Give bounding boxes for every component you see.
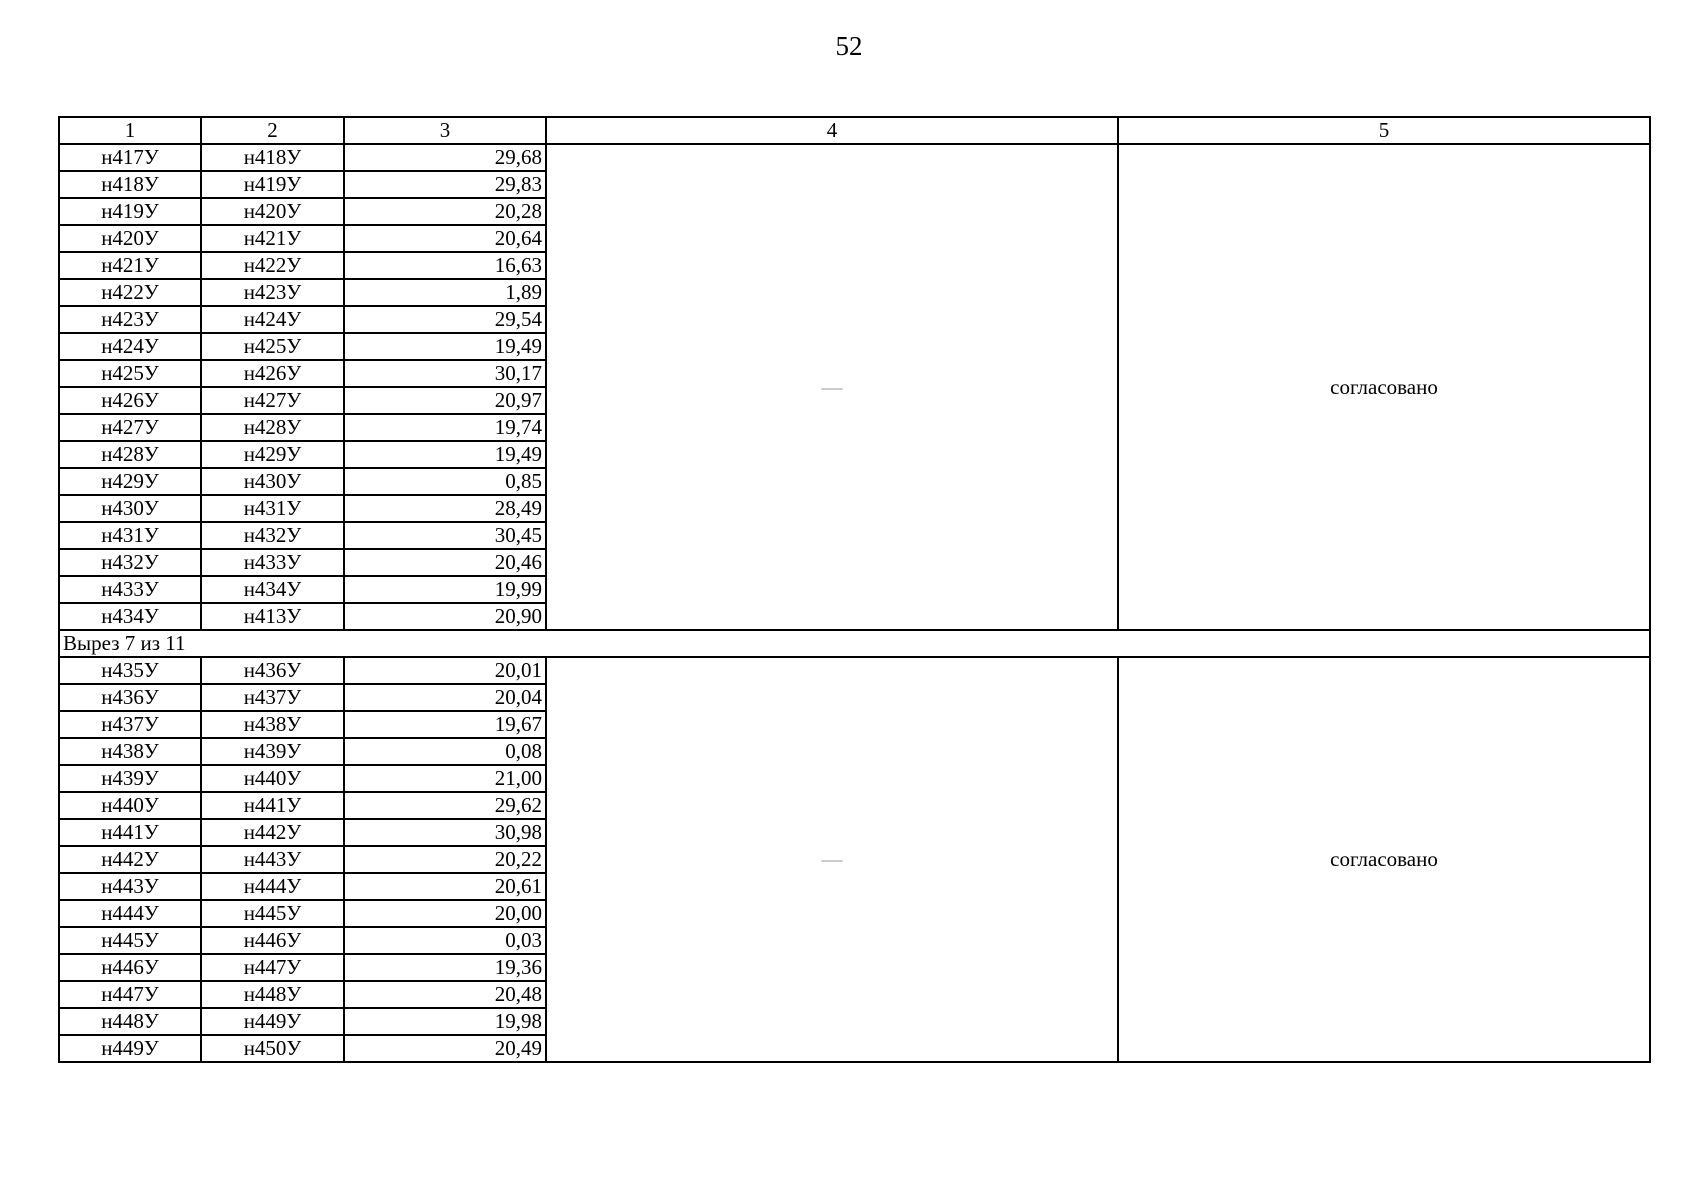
point-to-cell: н449У bbox=[201, 1008, 344, 1035]
point-from-cell: н446У bbox=[59, 954, 201, 981]
page-number: 52 bbox=[835, 31, 863, 61]
point-from-cell: н445У bbox=[59, 927, 201, 954]
point-from-cell: н432У bbox=[59, 549, 201, 576]
point-from-cell: н431У bbox=[59, 522, 201, 549]
point-to-cell: н431У bbox=[201, 495, 344, 522]
point-to-cell: н426У bbox=[201, 360, 344, 387]
distance-cell: 20,46 bbox=[344, 549, 546, 576]
point-from-cell: н417У bbox=[59, 144, 201, 171]
distance-cell: 19,99 bbox=[344, 576, 546, 603]
distance-cell: 29,68 bbox=[344, 144, 546, 171]
distance-cell: 20,22 bbox=[344, 846, 546, 873]
distance-cell: 20,01 bbox=[344, 657, 546, 684]
point-to-cell: н428У bbox=[201, 414, 344, 441]
point-to-cell: н427У bbox=[201, 387, 344, 414]
point-from-cell: н422У bbox=[59, 279, 201, 306]
column-4-merged-cell bbox=[546, 657, 1118, 1062]
point-from-cell: н436У bbox=[59, 684, 201, 711]
point-from-cell: н441У bbox=[59, 819, 201, 846]
header-cell: 3 bbox=[344, 117, 546, 144]
distance-cell: 29,54 bbox=[344, 306, 546, 333]
point-to-cell: н430У bbox=[201, 468, 344, 495]
point-from-cell: н429У bbox=[59, 468, 201, 495]
point-to-cell: н418У bbox=[201, 144, 344, 171]
distance-cell: 20,90 bbox=[344, 603, 546, 630]
distance-cell: 20,61 bbox=[344, 873, 546, 900]
header-row bbox=[59, 117, 1650, 144]
point-to-cell: н424У bbox=[201, 306, 344, 333]
table-row bbox=[59, 657, 1650, 684]
point-from-cell: н423У bbox=[59, 306, 201, 333]
point-from-cell: н425У bbox=[59, 360, 201, 387]
point-from-cell: н440У bbox=[59, 792, 201, 819]
point-from-cell: н447У bbox=[59, 981, 201, 1008]
point-to-cell: н440У bbox=[201, 765, 344, 792]
distance-cell: 29,62 bbox=[344, 792, 546, 819]
approval-status-cell: согласовано bbox=[1118, 657, 1650, 1062]
distance-cell: 29,83 bbox=[344, 171, 546, 198]
point-to-cell: н413У bbox=[201, 603, 344, 630]
point-to-cell: н425У bbox=[201, 333, 344, 360]
point-from-cell: н435У bbox=[59, 657, 201, 684]
point-from-cell: н424У bbox=[59, 333, 201, 360]
point-from-cell: н434У bbox=[59, 603, 201, 630]
point-to-cell: н450У bbox=[201, 1035, 344, 1062]
point-to-cell: н423У bbox=[201, 279, 344, 306]
distance-cell: 16,63 bbox=[344, 252, 546, 279]
point-to-cell: н441У bbox=[201, 792, 344, 819]
point-from-cell: н427У bbox=[59, 414, 201, 441]
header-cell: 1 bbox=[59, 117, 201, 144]
point-to-cell: н432У bbox=[201, 522, 344, 549]
distance-cell: 19,67 bbox=[344, 711, 546, 738]
column-4-value: — bbox=[821, 374, 843, 399]
distance-cell: 20,04 bbox=[344, 684, 546, 711]
point-from-cell: н426У bbox=[59, 387, 201, 414]
point-to-cell: н448У bbox=[201, 981, 344, 1008]
point-to-cell: н437У bbox=[201, 684, 344, 711]
point-from-cell: н439У bbox=[59, 765, 201, 792]
point-to-cell: н444У bbox=[201, 873, 344, 900]
header-cell: 2 bbox=[201, 117, 344, 144]
distance-cell: 21,00 bbox=[344, 765, 546, 792]
point-to-cell: н442У bbox=[201, 819, 344, 846]
distance-cell: 19,49 bbox=[344, 441, 546, 468]
point-to-cell: н447У bbox=[201, 954, 344, 981]
point-from-cell: н419У bbox=[59, 198, 201, 225]
distance-cell: 30,98 bbox=[344, 819, 546, 846]
distance-cell: 19,98 bbox=[344, 1008, 546, 1035]
point-to-cell: н433У bbox=[201, 549, 344, 576]
distance-cell: 1,89 bbox=[344, 279, 546, 306]
distance-cell: 0,03 bbox=[344, 927, 546, 954]
distance-cell: 20,64 bbox=[344, 225, 546, 252]
section-label-row bbox=[59, 630, 1650, 657]
point-from-cell: н430У bbox=[59, 495, 201, 522]
point-from-cell: н418У bbox=[59, 171, 201, 198]
distance-cell: 19,74 bbox=[344, 414, 546, 441]
section-label: Вырез 7 из 11 bbox=[59, 630, 1650, 657]
point-from-cell: н421У bbox=[59, 252, 201, 279]
distance-cell: 19,49 bbox=[344, 333, 546, 360]
point-to-cell: н420У bbox=[201, 198, 344, 225]
distance-cell: 0,85 bbox=[344, 468, 546, 495]
point-from-cell: н448У bbox=[59, 1008, 201, 1035]
distance-cell: 30,17 bbox=[344, 360, 546, 387]
column-4-value: — bbox=[821, 847, 843, 871]
distance-cell: 0,08 bbox=[344, 738, 546, 765]
distance-cell: 20,97 bbox=[344, 387, 546, 414]
distance-cell: 19,36 bbox=[344, 954, 546, 981]
header-cell: 4 bbox=[546, 117, 1118, 144]
distance-cell: 30,45 bbox=[344, 522, 546, 549]
distance-cell: 28,49 bbox=[344, 495, 546, 522]
point-from-cell: н444У bbox=[59, 900, 201, 927]
point-to-cell: н439У bbox=[201, 738, 344, 765]
point-from-cell: н420У bbox=[59, 225, 201, 252]
point-from-cell: н433У bbox=[59, 576, 201, 603]
point-to-cell: н434У bbox=[201, 576, 344, 603]
distance-cell: 20,48 bbox=[344, 981, 546, 1008]
point-to-cell: н429У bbox=[201, 441, 344, 468]
point-from-cell: н442У bbox=[59, 846, 201, 873]
point-from-cell: н428У bbox=[59, 441, 201, 468]
table-row bbox=[59, 144, 1650, 171]
point-to-cell: н446У bbox=[201, 927, 344, 954]
point-to-cell: н421У bbox=[201, 225, 344, 252]
point-to-cell: н436У bbox=[201, 657, 344, 684]
point-from-cell: н449У bbox=[59, 1035, 201, 1062]
point-from-cell: н438У bbox=[59, 738, 201, 765]
distance-cell: 20,28 bbox=[344, 198, 546, 225]
distance-cell: 20,00 bbox=[344, 900, 546, 927]
distance-cell: 20,49 bbox=[344, 1035, 546, 1062]
point-from-cell: н437У bbox=[59, 711, 201, 738]
approval-status-cell: согласовано bbox=[1118, 144, 1650, 630]
point-from-cell: н443У bbox=[59, 873, 201, 900]
point-to-cell: н438У bbox=[201, 711, 344, 738]
point-to-cell: н422У bbox=[201, 252, 344, 279]
table-body bbox=[59, 117, 1650, 1062]
boundary-points-table bbox=[58, 116, 1651, 1063]
header-cell: 5 bbox=[1118, 117, 1650, 144]
column-4-merged-cell bbox=[546, 144, 1118, 630]
point-to-cell: н445У bbox=[201, 900, 344, 927]
point-to-cell: н443У bbox=[201, 846, 344, 873]
point-to-cell: н419У bbox=[201, 171, 344, 198]
